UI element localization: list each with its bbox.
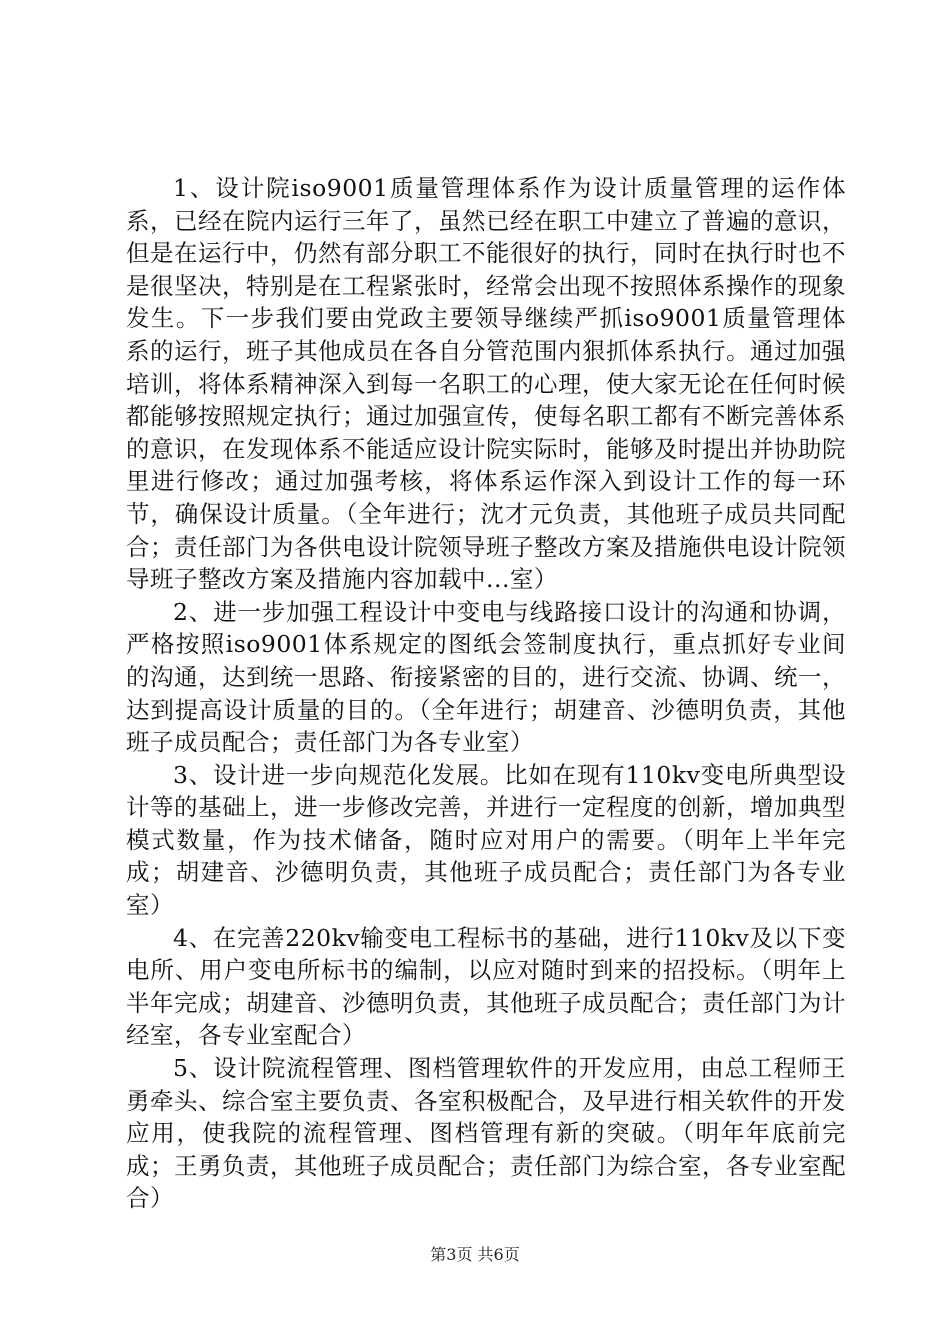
paragraph-1: 1、设计院iso9001质量管理体系作为设计质量管理的运作体系，已经在院内运行三年了，虽然已经在职工中建立了普遍的意识，但是在运行中，仍然有部分职工不能很好的执行，同时在执行时也不是很坚决，特别是在工程紧张时，经常会出现不按照体系操作的现象发生。下一步我们要由党政主要领导继续严抓iso9001质量管理体系的运行，班子其他成员在各自分管范围内狠抓体系执行。通过加强培训，将体系精神深入到每一名职工的心理，使大家无论在任何时候都能够按照规定执行；通过加强宣传，使每名职工都有不断完善体系的意识，在发现体系不能适应设计院实际时，能够及时提出并协助院里进行修改；通过加强考核，将体系运作深入到设计工作的每一环节，确保设计质量。（全年进行；沈才元负责，其他班子成员共同配合；责任部门为各供电设计院领导班子整改方案及措施供电设计院领导班子整改方案及措施内容加载中...室） xyxy=(126,174,846,594)
paragraph-5: 5、设计院流程管理、图档管理软件的开发应用，由总工程师王勇牵头、综合室主要负责、各室积极配合，及早进行相关软件的开发应用，使我院的流程管理、图档管理有新的突破。（明年年底前完成；王勇负责，其他班子成员配合；责任部门为综合室，各专业室配合） xyxy=(126,1054,846,1213)
paragraph-2: 2、进一步加强工程设计中变电与线路接口设计的沟通和协调，严格按照iso9001体系规定的图纸会签制度执行，重点抓好专业间的沟通，达到统一思路、衔接紧密的目的，进行交流、协调、统一，达到提高设计质量的目的。（全年进行；胡建音、沙德明负责，其他班子成员配合；责任部门为各专业室） xyxy=(126,597,846,757)
paragraph-4: 4、在完善220kv输变电工程标书的基础，进行110kv及以下变电所、用户变电所标书的编制，以应对随时到来的招投标。（明年上半年完成；胡建音、沙德明负责，其他班子成员配合；责任部门为计经室，各专业室配合） xyxy=(126,923,846,1050)
page-number-footer: 第3页 共6页 xyxy=(430,1245,520,1264)
paragraph-3: 3、设计进一步向规范化发展。比如在现有110kv变电所典型设计等的基础上，进一步修改完善，并进行一定程度的创新，增加典型模式数量，作为技术储备，随时应对用户的需要。（明年上半年完成；胡建音、沙德明负责，其他班子成员配合；责任部门为各专业室） xyxy=(126,760,846,920)
document-body xyxy=(126,172,846,1215)
